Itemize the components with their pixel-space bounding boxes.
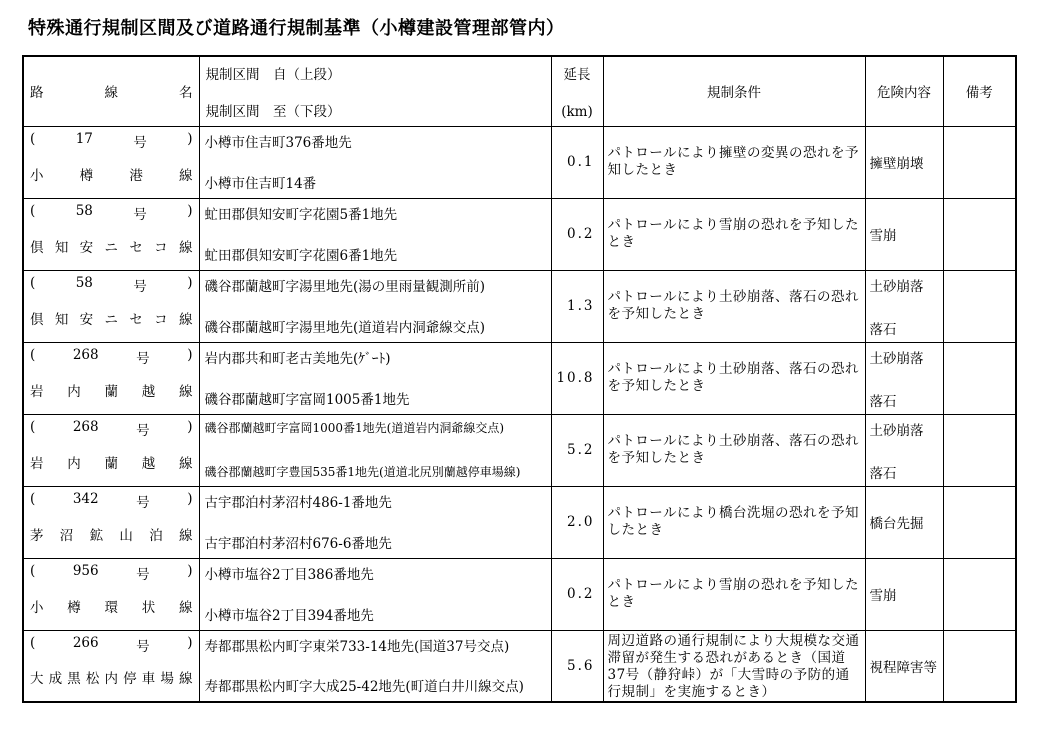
route-name-char: 大 (30, 670, 44, 687)
route-name-char: 松 (85, 670, 100, 687)
section-from: 小樽市住吉町376番地先 (204, 134, 352, 151)
route-number-part: ) (187, 490, 193, 507)
condition-cell: パトロールにより雪崩の恐れを予知したとき (603, 558, 865, 630)
route-name-char: 泊 (149, 527, 163, 544)
page-title: 特殊通行規制区間及び道路通行規制基準（小樽建設管理部管内） (28, 18, 565, 39)
note-cell (943, 126, 1016, 198)
route-name-char: 内 (67, 383, 81, 400)
route-name (30, 380, 193, 400)
length-cell: 10.8 (551, 342, 603, 414)
route-number (30, 419, 193, 439)
section-cell (199, 198, 551, 270)
route-number-part: 号 (136, 566, 150, 583)
route-name-char: 蘭 (104, 455, 118, 472)
route-name-char: 線 (179, 670, 193, 687)
table-row (23, 126, 1016, 198)
route-number-part: 号 (133, 206, 147, 223)
route-name (30, 524, 193, 544)
section-to: 磯谷郡蘭越町字湯里地先(道道岩内洞爺線交点) (204, 319, 486, 336)
route-number (30, 275, 193, 295)
route-name-char: 安 (79, 311, 94, 328)
section-from: 小樽市塩谷2丁目386番地先 (204, 566, 374, 583)
section-cell (199, 630, 551, 702)
route-name-char: 線 (178, 527, 193, 544)
section-cell (199, 126, 551, 198)
route-name-char: コ (154, 311, 168, 328)
risk-cell (865, 630, 943, 702)
route-name-char: 小 (30, 599, 44, 616)
section-cell (199, 486, 551, 558)
route-name (30, 164, 193, 184)
length-cell: 5.2 (551, 414, 603, 486)
route-number-part: 号 (133, 278, 147, 295)
route-name-char: ニ (104, 239, 118, 256)
section-to: 古宇郡泊村茅沼村676-6番地先 (204, 535, 392, 552)
section-cell (199, 414, 551, 486)
section-from: 虻田郡倶知安町字花園5番1地先 (204, 206, 398, 223)
condition-header: 規制条件 (603, 56, 865, 126)
route-name-char: 知 (54, 239, 69, 256)
route-number-part: 342 (72, 490, 99, 507)
route-name-char: 停 (123, 670, 137, 687)
route-name-char: 線 (179, 599, 193, 616)
length-header (551, 56, 603, 126)
route-name-char: 内 (104, 670, 118, 687)
route-name-char: 内 (67, 455, 81, 472)
table-row (23, 558, 1016, 630)
route-number-part: ( (30, 274, 36, 291)
route-number-part: 号 (136, 422, 150, 439)
route-cell (23, 198, 199, 270)
length-cell: 1.3 (551, 270, 603, 342)
table-row (23, 630, 1016, 702)
route-name (30, 667, 193, 687)
condition-cell: パトロールにより雪崩の恐れを予知したとき (603, 198, 865, 270)
risk-top: 土砂崩落 (869, 422, 924, 439)
risk-bottom: 落石 (869, 321, 897, 338)
table-row (23, 414, 1016, 486)
route-number (30, 131, 193, 151)
section-cell (199, 558, 551, 630)
route-name-char: 小 (30, 167, 44, 184)
route-number-part: 58 (75, 274, 93, 291)
route-number-part: 266 (72, 634, 99, 651)
route-cell (23, 270, 199, 342)
route-name (30, 596, 193, 616)
route-number-part: ( (30, 346, 36, 363)
risk-cell (865, 270, 943, 342)
risk-bottom: 落石 (869, 393, 897, 410)
route-cell (23, 126, 199, 198)
section-header (199, 56, 551, 126)
length-unit: (km) (561, 103, 593, 120)
route-name-char: 場 (160, 670, 174, 687)
route-name-char: 越 (141, 383, 156, 400)
route-number-part: ( (30, 202, 36, 219)
route-name-char: 岩 (30, 455, 44, 472)
risk-mid: 雪崩 (869, 228, 897, 244)
length-cell: 5.6 (551, 630, 603, 702)
regulation-table (22, 55, 1017, 703)
route-name-char: 線 (178, 311, 193, 328)
route-name (30, 452, 193, 472)
risk-cell (865, 414, 943, 486)
risk-top: 土砂崩落 (869, 350, 924, 367)
route-name-char: 樽 (79, 167, 94, 184)
condition-cell: パトロールにより橋台洗堀の恐れを予知したとき (603, 486, 865, 558)
section-from: 寿都郡黒松内町字東栄733-14地先(国道37号交点) (204, 638, 510, 655)
risk-cell (865, 126, 943, 198)
route-number-part: 268 (72, 418, 99, 435)
route-number-part: ) (187, 202, 193, 219)
risk-cell (865, 342, 943, 414)
route-number-part: ) (187, 634, 193, 651)
route-name-char: 環 (104, 599, 118, 616)
route-number-part: ( (30, 634, 36, 651)
route-number-part: ( (30, 418, 36, 435)
route-name-char: 線 (178, 167, 193, 184)
route-cell (23, 342, 199, 414)
route-name (30, 236, 193, 256)
table-row (23, 486, 1016, 558)
length-cell: 0.2 (551, 558, 603, 630)
route-name-char: 安 (79, 239, 94, 256)
route-name-char: ニ (104, 311, 118, 328)
route-cell (23, 414, 199, 486)
header-row (23, 56, 1016, 126)
route-name-char: 樽 (67, 599, 81, 616)
route-number-part: ( (30, 562, 36, 579)
route-cell (23, 558, 199, 630)
section-to-label: 規制区間 至（下段） (205, 103, 341, 120)
note-header: 備考 (943, 56, 1016, 126)
route-number-part: ( (30, 130, 36, 147)
section-from: 磯谷郡蘭越町字湯里地先(湯の里雨量観測所前) (204, 278, 486, 295)
risk-mid: 視程障害等 (869, 659, 937, 676)
route-number-part: ) (187, 130, 193, 147)
route-header-char: 路 (30, 85, 44, 102)
note-cell (943, 414, 1016, 486)
section-to: 磯谷郡蘭越町字豊国535番1地先(道道北尻別蘭越停車場線) (204, 464, 521, 479)
route-name-char: 車 (141, 670, 156, 687)
route-name-char: 沼 (59, 527, 74, 544)
route-header-char: 線 (104, 85, 118, 102)
route-header (23, 56, 199, 126)
route-name-char: 越 (141, 455, 156, 472)
route-name-char: 山 (119, 527, 133, 544)
length-cell: 0.2 (551, 198, 603, 270)
route-number-part: 17 (75, 130, 93, 147)
route-number-part: 号 (136, 638, 150, 655)
risk-mid: 橋台先掘 (869, 516, 924, 532)
route-name-char: 岩 (30, 383, 44, 400)
section-to: 小樽市塩谷2丁目394番地先 (204, 607, 374, 624)
length-label: 延長 (563, 67, 591, 83)
route-cell (23, 630, 199, 702)
condition-cell: パトロールにより土砂崩落、落石の恐れを予知したとき (603, 342, 865, 414)
route-name-char: 線 (178, 239, 193, 256)
route-number (30, 347, 193, 367)
risk-mid: 擁壁崩壊 (869, 156, 924, 172)
route-name-char: 成 (48, 670, 63, 687)
section-from: 岩内郡共和町老古美地先(ｹﾞｰﾄ) (204, 350, 391, 367)
route-number-part: 956 (72, 562, 99, 579)
route-cell (23, 486, 199, 558)
table-row (23, 198, 1016, 270)
route-name-char: 線 (179, 383, 193, 400)
note-cell (943, 342, 1016, 414)
section-from-label: 規制区間 自（上段） (205, 67, 341, 83)
route-name-char: 黒 (67, 670, 81, 687)
route-number-part: ( (30, 490, 36, 507)
note-cell (943, 558, 1016, 630)
route-number-part: 58 (75, 202, 93, 219)
route-name-char: 倶 (30, 311, 44, 328)
section-to: 虻田郡倶知安町字花園6番1地先 (204, 247, 398, 264)
route-name-char: セ (129, 239, 143, 256)
table-row (23, 270, 1016, 342)
route-number-part: ) (187, 274, 193, 291)
route-name-char: セ (129, 311, 143, 328)
condition-cell: 周辺道路の通行規制により大規模な交通滞留が発生する恐れがあるとき（国道37号（静狩峠）が「大雪時の予防的通行規制」を実施するとき） (603, 630, 865, 702)
table-row (23, 342, 1016, 414)
risk-cell (865, 558, 943, 630)
route-name-char: 鉱 (89, 527, 104, 544)
route-name-char: 倶 (30, 239, 44, 256)
route-name-char: 知 (54, 311, 69, 328)
note-cell (943, 630, 1016, 702)
note-cell (943, 270, 1016, 342)
risk-bottom: 落石 (869, 465, 897, 482)
route-name-char: 線 (179, 455, 193, 472)
route-number-part: 号 (136, 494, 150, 511)
note-cell (943, 198, 1016, 270)
section-from: 磯谷郡蘭越町字富岡1000番1地先(道道岩内洞爺線交点) (204, 420, 505, 435)
risk-cell (865, 198, 943, 270)
section-to: 寿都郡黒松内町字大成25-42地先(町道白井川線交点) (204, 678, 524, 695)
route-name-char: 茅 (30, 527, 44, 544)
route-name (30, 308, 193, 328)
route-name-char: 港 (129, 167, 143, 184)
risk-top: 土砂崩落 (869, 278, 924, 295)
route-number-part: 268 (72, 346, 99, 363)
length-cell: 2.0 (551, 486, 603, 558)
route-number-part: ) (187, 562, 193, 579)
route-name-char: 状 (141, 599, 156, 616)
route-name-char: コ (154, 239, 168, 256)
route-number-part: ) (187, 346, 193, 363)
section-cell (199, 270, 551, 342)
condition-cell: パトロールにより土砂崩落、落石の恐れを予知したとき (603, 414, 865, 486)
risk-header: 危険内容 (865, 56, 943, 126)
section-to: 磯谷郡蘭越町字富岡1005番1地先 (204, 391, 410, 408)
note-cell (943, 486, 1016, 558)
route-number-part: 号 (136, 350, 150, 367)
route-number-part: ) (187, 418, 193, 435)
route-header-char: 名 (179, 85, 193, 102)
section-from: 古宇郡泊村茅沼村486-1番地先 (204, 494, 392, 511)
route-number (30, 563, 193, 583)
condition-cell: パトロールにより土砂崩落、落石の恐れを予知したとき (603, 270, 865, 342)
route-number (30, 203, 193, 223)
risk-cell (865, 486, 943, 558)
route-number-part: 号 (133, 134, 147, 151)
route-name-char: 蘭 (104, 383, 118, 400)
section-cell (199, 342, 551, 414)
condition-cell: パトロールにより擁壁の変異の恐れを予知したとき (603, 126, 865, 198)
route-number (30, 491, 193, 511)
length-cell: 0.1 (551, 126, 603, 198)
section-to: 小樽市住吉町14番 (204, 175, 317, 192)
route-number (30, 635, 193, 655)
risk-mid: 雪崩 (869, 588, 897, 604)
